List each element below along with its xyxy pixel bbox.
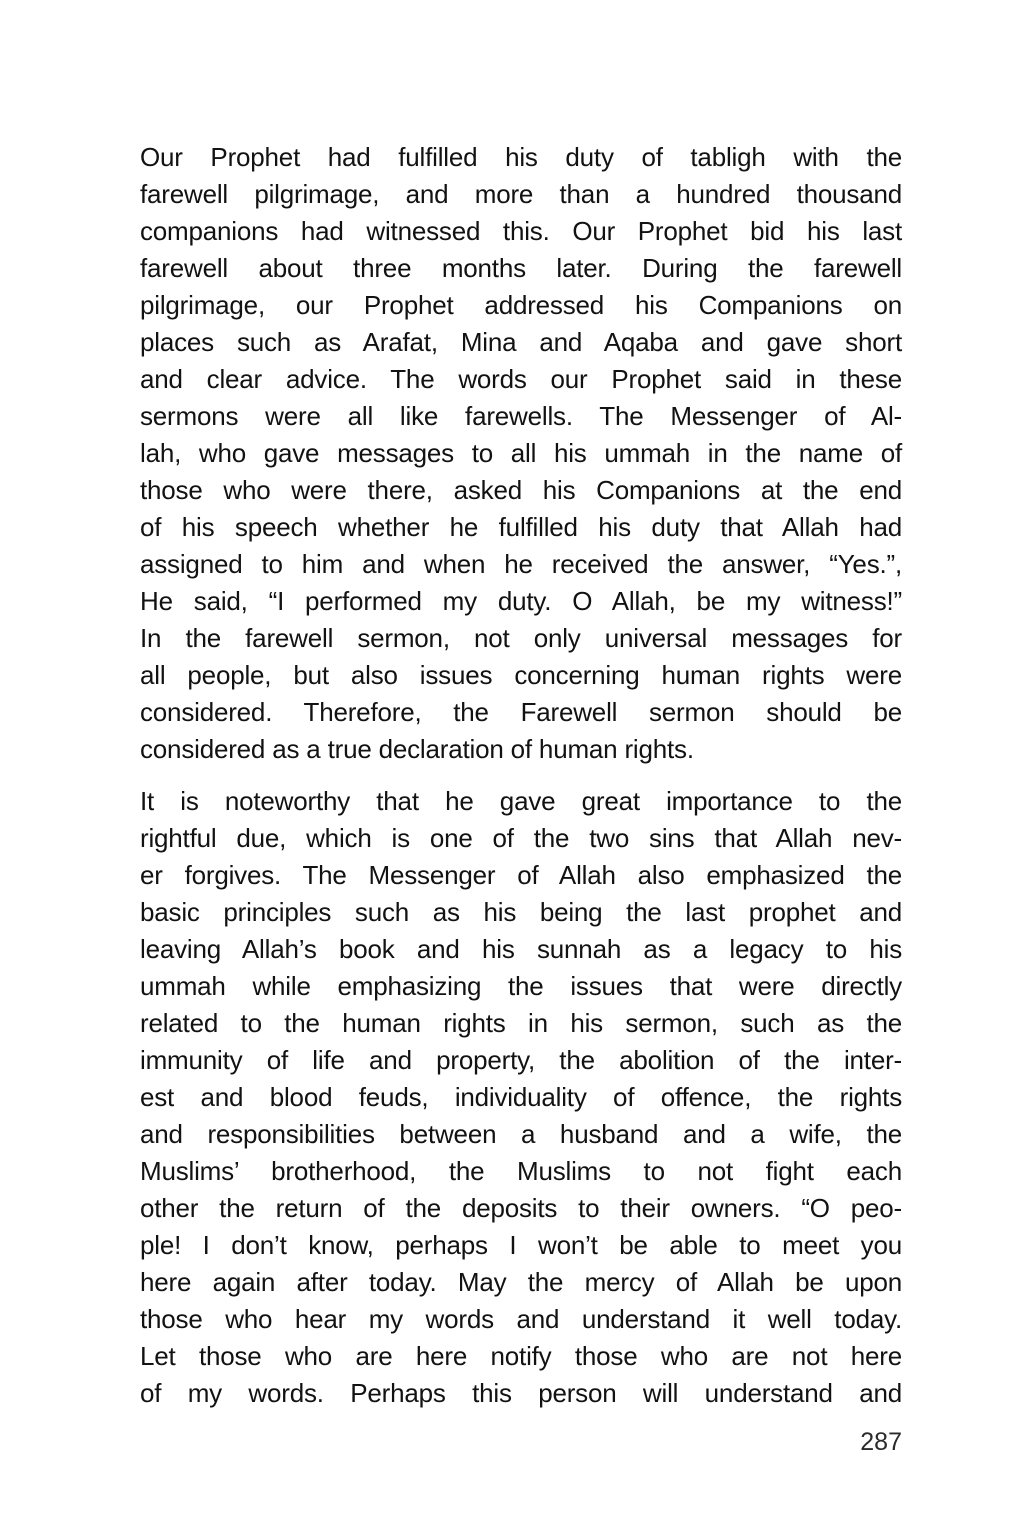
text-line: lah, who gave messages to all his ummah in the name of — [140, 438, 902, 468]
text-line: basic principles such as his being the last prophet and — [140, 897, 902, 927]
text-line: those who hear my words and understand it well today. — [140, 1304, 902, 1334]
text-line: of my words. Perhaps this person will understand and — [140, 1378, 902, 1408]
text-line: places such as Arafat, Mina and Aqaba and gave short — [140, 327, 902, 357]
text-line: farewell about three months later. During the farewell — [140, 253, 902, 283]
text-line: He said, “I performed my duty. O Allah, be my witness!” — [140, 586, 902, 616]
text-line: er forgives. The Messenger of Allah also emphasized the — [140, 860, 902, 890]
text-line: farewell pilgrimage, and more than a hundred thousand — [140, 179, 902, 209]
text-line: related to the human rights in his sermon, such as the — [140, 1008, 902, 1038]
text-line: Our Prophet had fulfilled his duty of tabligh with the — [140, 142, 902, 172]
page-number: 287 — [860, 1428, 902, 1456]
text-line: here again after today. May the mercy of Allah be upon — [140, 1267, 902, 1297]
text-line: immunity of life and property, the abolition of the inter- — [140, 1045, 902, 1075]
text-line: In the farewell sermon, not only universal messages for — [140, 623, 902, 653]
text-line: ple! I don’t know, perhaps I won’t be able to meet you — [140, 1230, 902, 1260]
text-line: ummah while emphasizing the issues that were directly — [140, 971, 902, 1001]
text-line: all people, but also issues concerning human rights were — [140, 660, 902, 690]
page-text — [140, 139, 902, 1457]
text-line: leaving Allah’s book and his sunnah as a legacy to his — [140, 934, 902, 964]
text-line: of his speech whether he fulfilled his duty that Allah had — [140, 512, 902, 542]
paragraph — [140, 139, 902, 768]
text-line: other the return of the deposits to their owners. “O peo- — [140, 1193, 902, 1223]
text-line: companions had witnessed this. Our Prophet bid his last — [140, 216, 902, 246]
text-line: and clear advice. The words our Prophet said in these — [140, 364, 902, 394]
paragraphs-container — [140, 139, 902, 1412]
text-line: pilgrimage, our Prophet addressed his Companions on — [140, 290, 902, 320]
text-line: It is noteworthy that he gave great importance to the — [140, 786, 902, 816]
text-line: considered as a true declaration of human rights. — [140, 734, 694, 764]
text-line: Muslims’ brotherhood, the Muslims to not fight each — [140, 1156, 902, 1186]
text-line: est and blood feuds, individuality of offence, the rights — [140, 1082, 902, 1112]
text-line: considered. Therefore, the Farewell sermon should be — [140, 697, 902, 727]
text-line: and responsibilities between a husband and a wife, the — [140, 1119, 902, 1149]
text-line: assigned to him and when he received the answer, “Yes.”, — [140, 549, 902, 579]
text-line: those who were there, asked his Companions at the end — [140, 475, 902, 505]
paragraph — [140, 783, 902, 1412]
text-line: rightful due, which is one of the two sins that Allah nev- — [140, 823, 902, 853]
text-line: Let those who are here notify those who are not here — [140, 1341, 902, 1371]
text-line: sermons were all like farewells. The Messenger of Al- — [140, 401, 902, 431]
